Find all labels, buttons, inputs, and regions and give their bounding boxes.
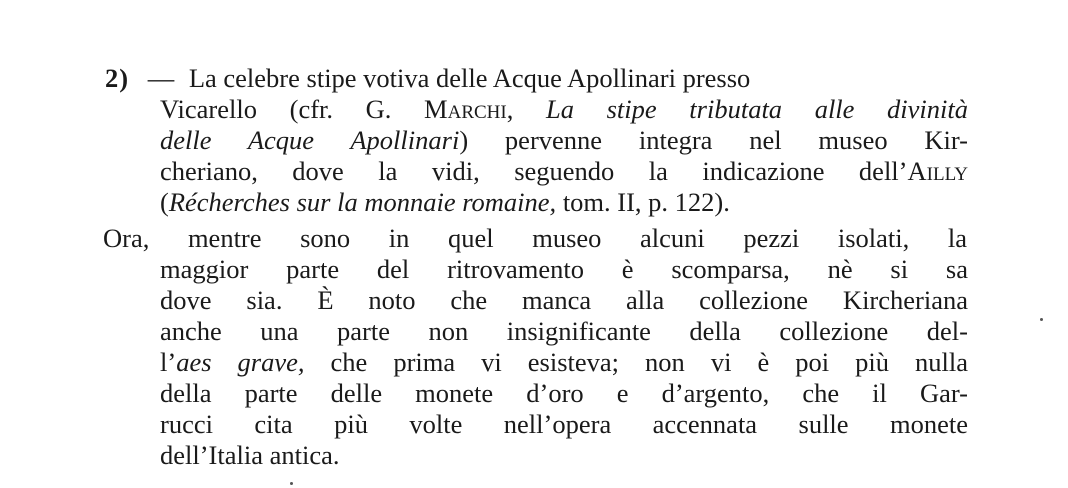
para-line-4-text: anche una parte non insignificante della collezione del- bbox=[160, 316, 968, 346]
note-line-2-comma: , bbox=[506, 94, 546, 124]
para-line-5-text: che prima vi esisteva; non vi è poi più nulla bbox=[304, 347, 968, 377]
note-dash: — bbox=[147, 63, 175, 93]
para-line-4 bbox=[160, 316, 968, 346]
para-line-8 bbox=[160, 440, 340, 470]
para-line-6 bbox=[160, 378, 968, 408]
author-marchi: Marchi bbox=[424, 94, 507, 124]
note-line-1 bbox=[105, 63, 967, 93]
para-line-3-text: dove sia. È noto che manca alla collezione Kircheriana bbox=[160, 285, 968, 315]
note-line-1-text: La celebre stipe votiva delle Acque Apollinari presso bbox=[188, 63, 751, 93]
book-title-part-2: delle Acque Apollinari bbox=[160, 125, 460, 155]
para-line-6-text: della parte delle monete d’oro e d’argento, che il Gar- bbox=[160, 378, 968, 408]
note-line-2 bbox=[160, 94, 968, 124]
scan-speck bbox=[1040, 318, 1043, 321]
para-line-7 bbox=[160, 409, 968, 439]
para-line-7-text: rucci cita più volte nell’opera accennata sulle monete bbox=[160, 409, 968, 439]
para-line-8-text: dell’Italia antica. bbox=[160, 440, 340, 470]
para-line-2-text: maggior parte del ritrovamento è scomparsa, nè si sa bbox=[160, 254, 968, 284]
note-line-3 bbox=[160, 125, 968, 155]
note-line-4-text: cheriano, dove la vidi, seguendo la indicazione dell’ bbox=[160, 156, 908, 186]
note-line-4 bbox=[160, 156, 968, 186]
scan-speck bbox=[290, 482, 293, 485]
book-title-recherches: Récherches sur la monnaie romaine, bbox=[168, 187, 557, 217]
book-title-part-1: La stipe tributata alle divinità bbox=[546, 94, 969, 124]
para-line-2 bbox=[160, 254, 968, 284]
para-line-5-prefix: l’ bbox=[160, 347, 177, 377]
note-line-2-text: Vicarello (cfr. G. bbox=[160, 94, 425, 124]
note-line-5-text: tom. II, p. 122). bbox=[556, 187, 730, 217]
para-line-1-text: Ora, mentre sono in quel museo alcuni pezzi isolati, la bbox=[103, 223, 967, 253]
para-line-3 bbox=[160, 285, 968, 315]
para-line-5 bbox=[160, 347, 968, 377]
note-marker: 2) bbox=[105, 63, 130, 93]
para-line-1 bbox=[103, 223, 967, 253]
note-line-3-text: ) pervenne integra nel museo Kir- bbox=[459, 125, 968, 155]
note-line-5 bbox=[160, 187, 730, 217]
paren-open: ( bbox=[160, 187, 169, 217]
aes-grave-term: aes grave, bbox=[176, 347, 305, 377]
author-ailly: Ailly bbox=[907, 156, 968, 186]
